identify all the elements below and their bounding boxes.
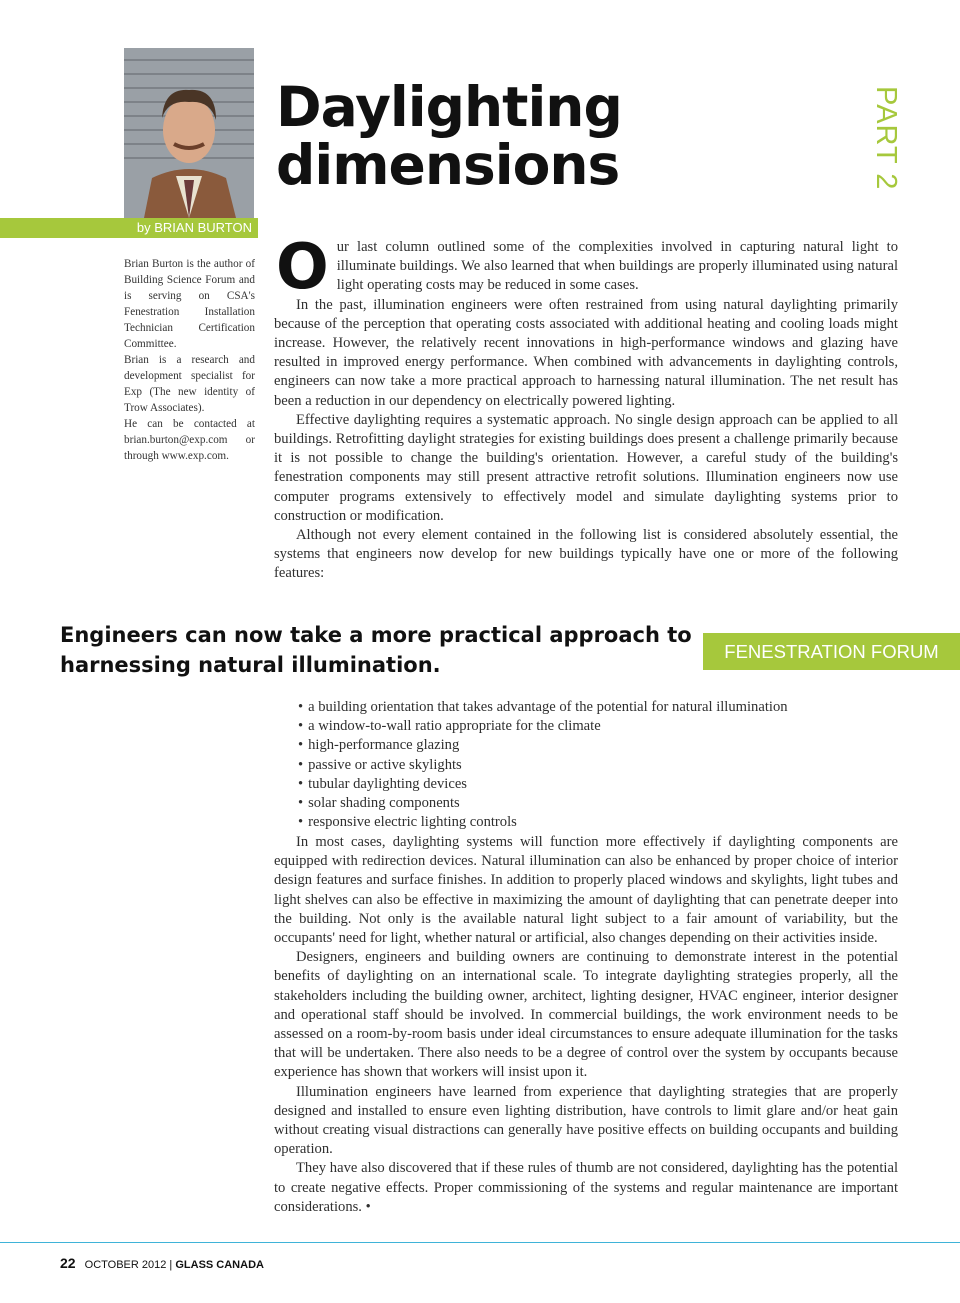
body-paragraph: In most cases, daylighting systems will function more effectively if daylighting components are equipped with redirection devices. Natural illumination can also be enhanced by proper choice of interior design features and surface finishes. In addition to properly placed windows and skylights, light tubes and light shelves can also be effective in maximizing the amount of daylighting that can penetrate deeper into the building. Not only is the available natural light subject to a fair amount of variability, but the occupants' need for light, whether natural or artificial, also changes depending on their activities inside.	[274, 834, 898, 947]
closing-body	[274, 833, 898, 1217]
bio-paragraph: He can be contacted at brian.burton@exp.com or through www.exp.com.	[124, 418, 255, 462]
title-line: Daylighting	[276, 75, 622, 139]
byline: by BRIAN BURTON	[0, 218, 258, 238]
body-paragraph: Although not every element contained in the following list is considered absolutely essential, the systems that engineers now develop for new buildings typically have one or more of the following features:	[274, 527, 898, 582]
magazine-name: GLASS CANADA	[175, 1259, 264, 1271]
drop-cap: O	[276, 230, 329, 303]
bio-paragraph: Brian is a research and development specialist for Exp (The new identity of Trow Associates).	[124, 354, 255, 414]
list-item: • responsive electric lighting controls	[298, 813, 898, 832]
list-item: • a building orientation that takes advantage of the potential for natural illumination	[298, 698, 898, 717]
title-line: dimensions	[276, 133, 620, 197]
list-item: • passive or active skylights	[298, 756, 898, 775]
feature-list	[298, 698, 898, 832]
page-number: 22	[60, 1255, 76, 1271]
list-item: • tubular daylighting devices	[298, 775, 898, 794]
body-paragraph: Illumination engineers have learned from experience that daylighting strategies that are properly designed and installed to ensure even lighting distribution, have controls to limit glare and/or heat gain without creating visual distractions can generally have positive effects on building occupants and building operation.	[274, 1083, 898, 1158]
author-portrait-image	[124, 48, 254, 218]
pull-quote: Engineers can now take a more practical approach to harnessing natural illumination.	[60, 623, 692, 677]
issue-date: OCTOBER 2012 |	[84, 1259, 173, 1271]
footer-divider	[0, 1242, 960, 1243]
list-item: • high-performance glazing	[298, 736, 898, 755]
article-title	[276, 75, 836, 197]
intro-body	[274, 230, 898, 584]
part-label: PART 2	[870, 86, 902, 191]
body-paragraph: Designers, engineers and building owners are continuing to demonstrate interest in the potential benefits of daylighting on an international scale. To integrate daylighting strategies properly, all the stakeholders including the building owner, architect, lighting designer, HVAC engineer, interior designer and operational staff should be involved. In commercial buildings, the work environment needs to be assessed on a room-by-room basis under ideal circumstances to ensure adequate illumination for the tasks that will be undertaken. There also needs to be a degree of control over the system by occupants because experience has shown that workers will insist upon it.	[274, 949, 898, 1081]
bio-paragraph: Brian Burton is the author of Building Science Forum and is serving on CSA's Fenestration Installation Technician Certification Committee.	[124, 258, 255, 350]
list-item: • a window-to-wall ratio appropriate for the climate	[298, 717, 898, 736]
page-footer	[60, 1255, 460, 1271]
author-photo	[124, 48, 254, 218]
body-paragraph: They have also discovered that if these rules of thumb are not considered, daylighting has the potential to create negative effects. Proper commissioning of the systems and regular maintenance are important considerations. •	[274, 1160, 898, 1215]
body-paragraph	[274, 230, 898, 303]
section-tag: FENESTRATION FORUM	[703, 633, 960, 670]
body-paragraph: Effective daylighting requires a systematic approach. No single design approach can be applied to all buildings. Retrofitting daylight strategies for existing buildings does present a challenge primarily because it is not possible to change the building's orientation. However, a careful study of the building's fenestration components may still present attractive retrofit solutions. Illumination engineers now use computer programs extensively to effectively model and simulate daylighting systems prior to construction or modification.	[274, 411, 898, 524]
paragraph-text: ur last column outlined some of the complexities involved in capturing natural light to illuminate buildings. We also learned that when buildings are properly illuminated using natural light operating costs may be reduced in some cases.	[336, 239, 898, 294]
author-bio	[124, 256, 255, 464]
body-paragraph: In the past, illumination engineers were often restrained from using natural daylighting primarily because of the perception that operating costs associated with additional heating and cooling loads might increase. However, the relatively recent innovations in high-performance windows and glazing have resulted in improved energy performance. When combined with advancements in daylighting controls, engineers can now take a more practical approach to harnessing natural illumination. The net result has been a reduction in our dependency on electrically powered lighting.	[274, 296, 898, 409]
list-item: • solar shading components	[298, 794, 898, 813]
